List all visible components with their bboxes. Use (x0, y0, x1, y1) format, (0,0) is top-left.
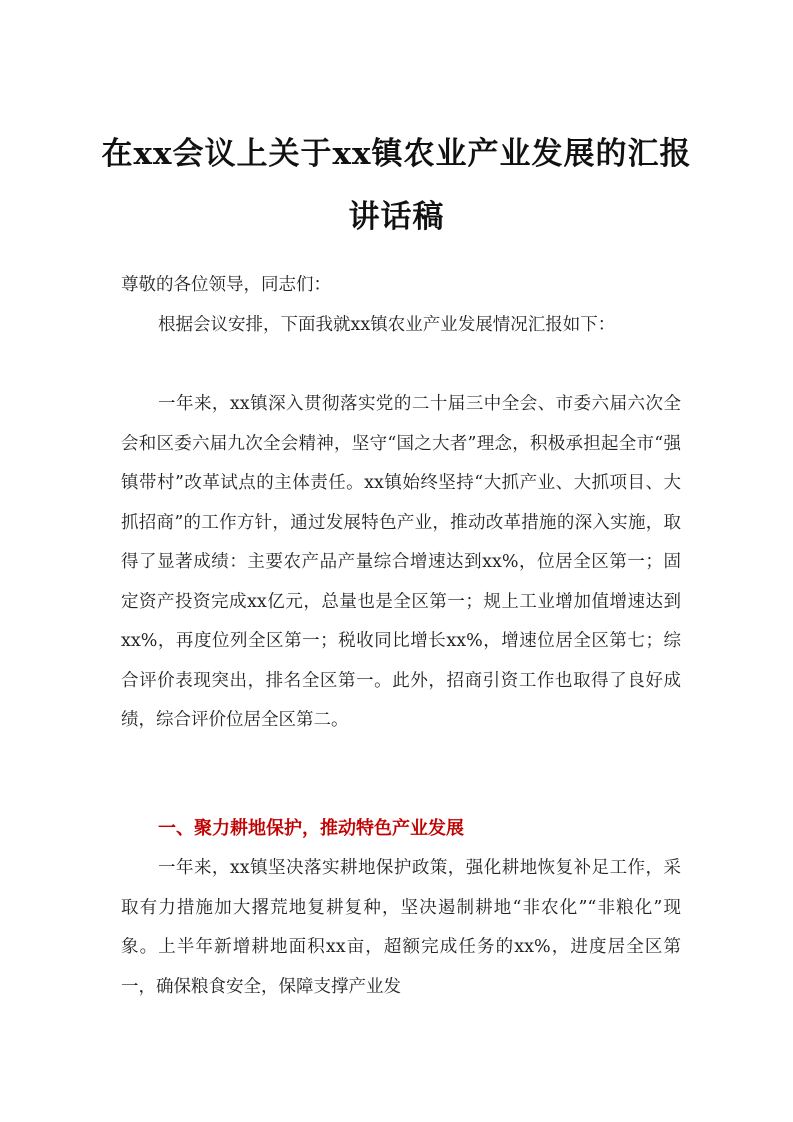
document-title-line2: 讲话稿 (348, 199, 445, 235)
document-title-line1: 在xx会议上关于xx镇农业产业发展的汇报 (101, 136, 692, 172)
body-paragraph-summary: 一年来，xx镇深入贯彻落实党的二十届三中全会、市委六届六次全会和区委六届九次全会精神，坚守“国之大者”理念，积极承担起全市“强镇带村”改革试点的主体责任。xx镇始终坚持“大抓产业、大抓项目、大抓招商”的工作方针，通过发展特色产业，推动改革措施的深入实施，取得了显著成绩：主要农产品产量综合增速达到xx%，位居全区第一；固定资产投资完成xx亿元，总量也是全区第一；规上工业增加值增速达到xx%，再度位列全区第一；税收同比增长xx%，增速位居全区第七；综合评价表现突出，排名全区第一。此外，招商引资工作也取得了良好成绩，综合评价位居全区第二。 (121, 394, 681, 730)
section-paragraph: 一年来，xx镇坚决落实耕地保护政策，强化耕地恢复补足工作，采取有力措施加大撂荒地复耕复种，坚决遏制耕地“非农化”“非粮化”现象。上半年新增耕地面积xx亩，超额完成任务的xx%，进度居全区第一，确保粮食安全，保障支撑产业发 (121, 858, 681, 997)
body-paragraph-intro: 根据会议安排，下面我就xx镇农业产业发展情况汇报如下： (158, 315, 616, 335)
section-heading: 一、聚力耕地保护，推动特色产业发展 (158, 818, 464, 839)
greeting-text: 尊敬的各位领导，同志们： (121, 275, 331, 295)
